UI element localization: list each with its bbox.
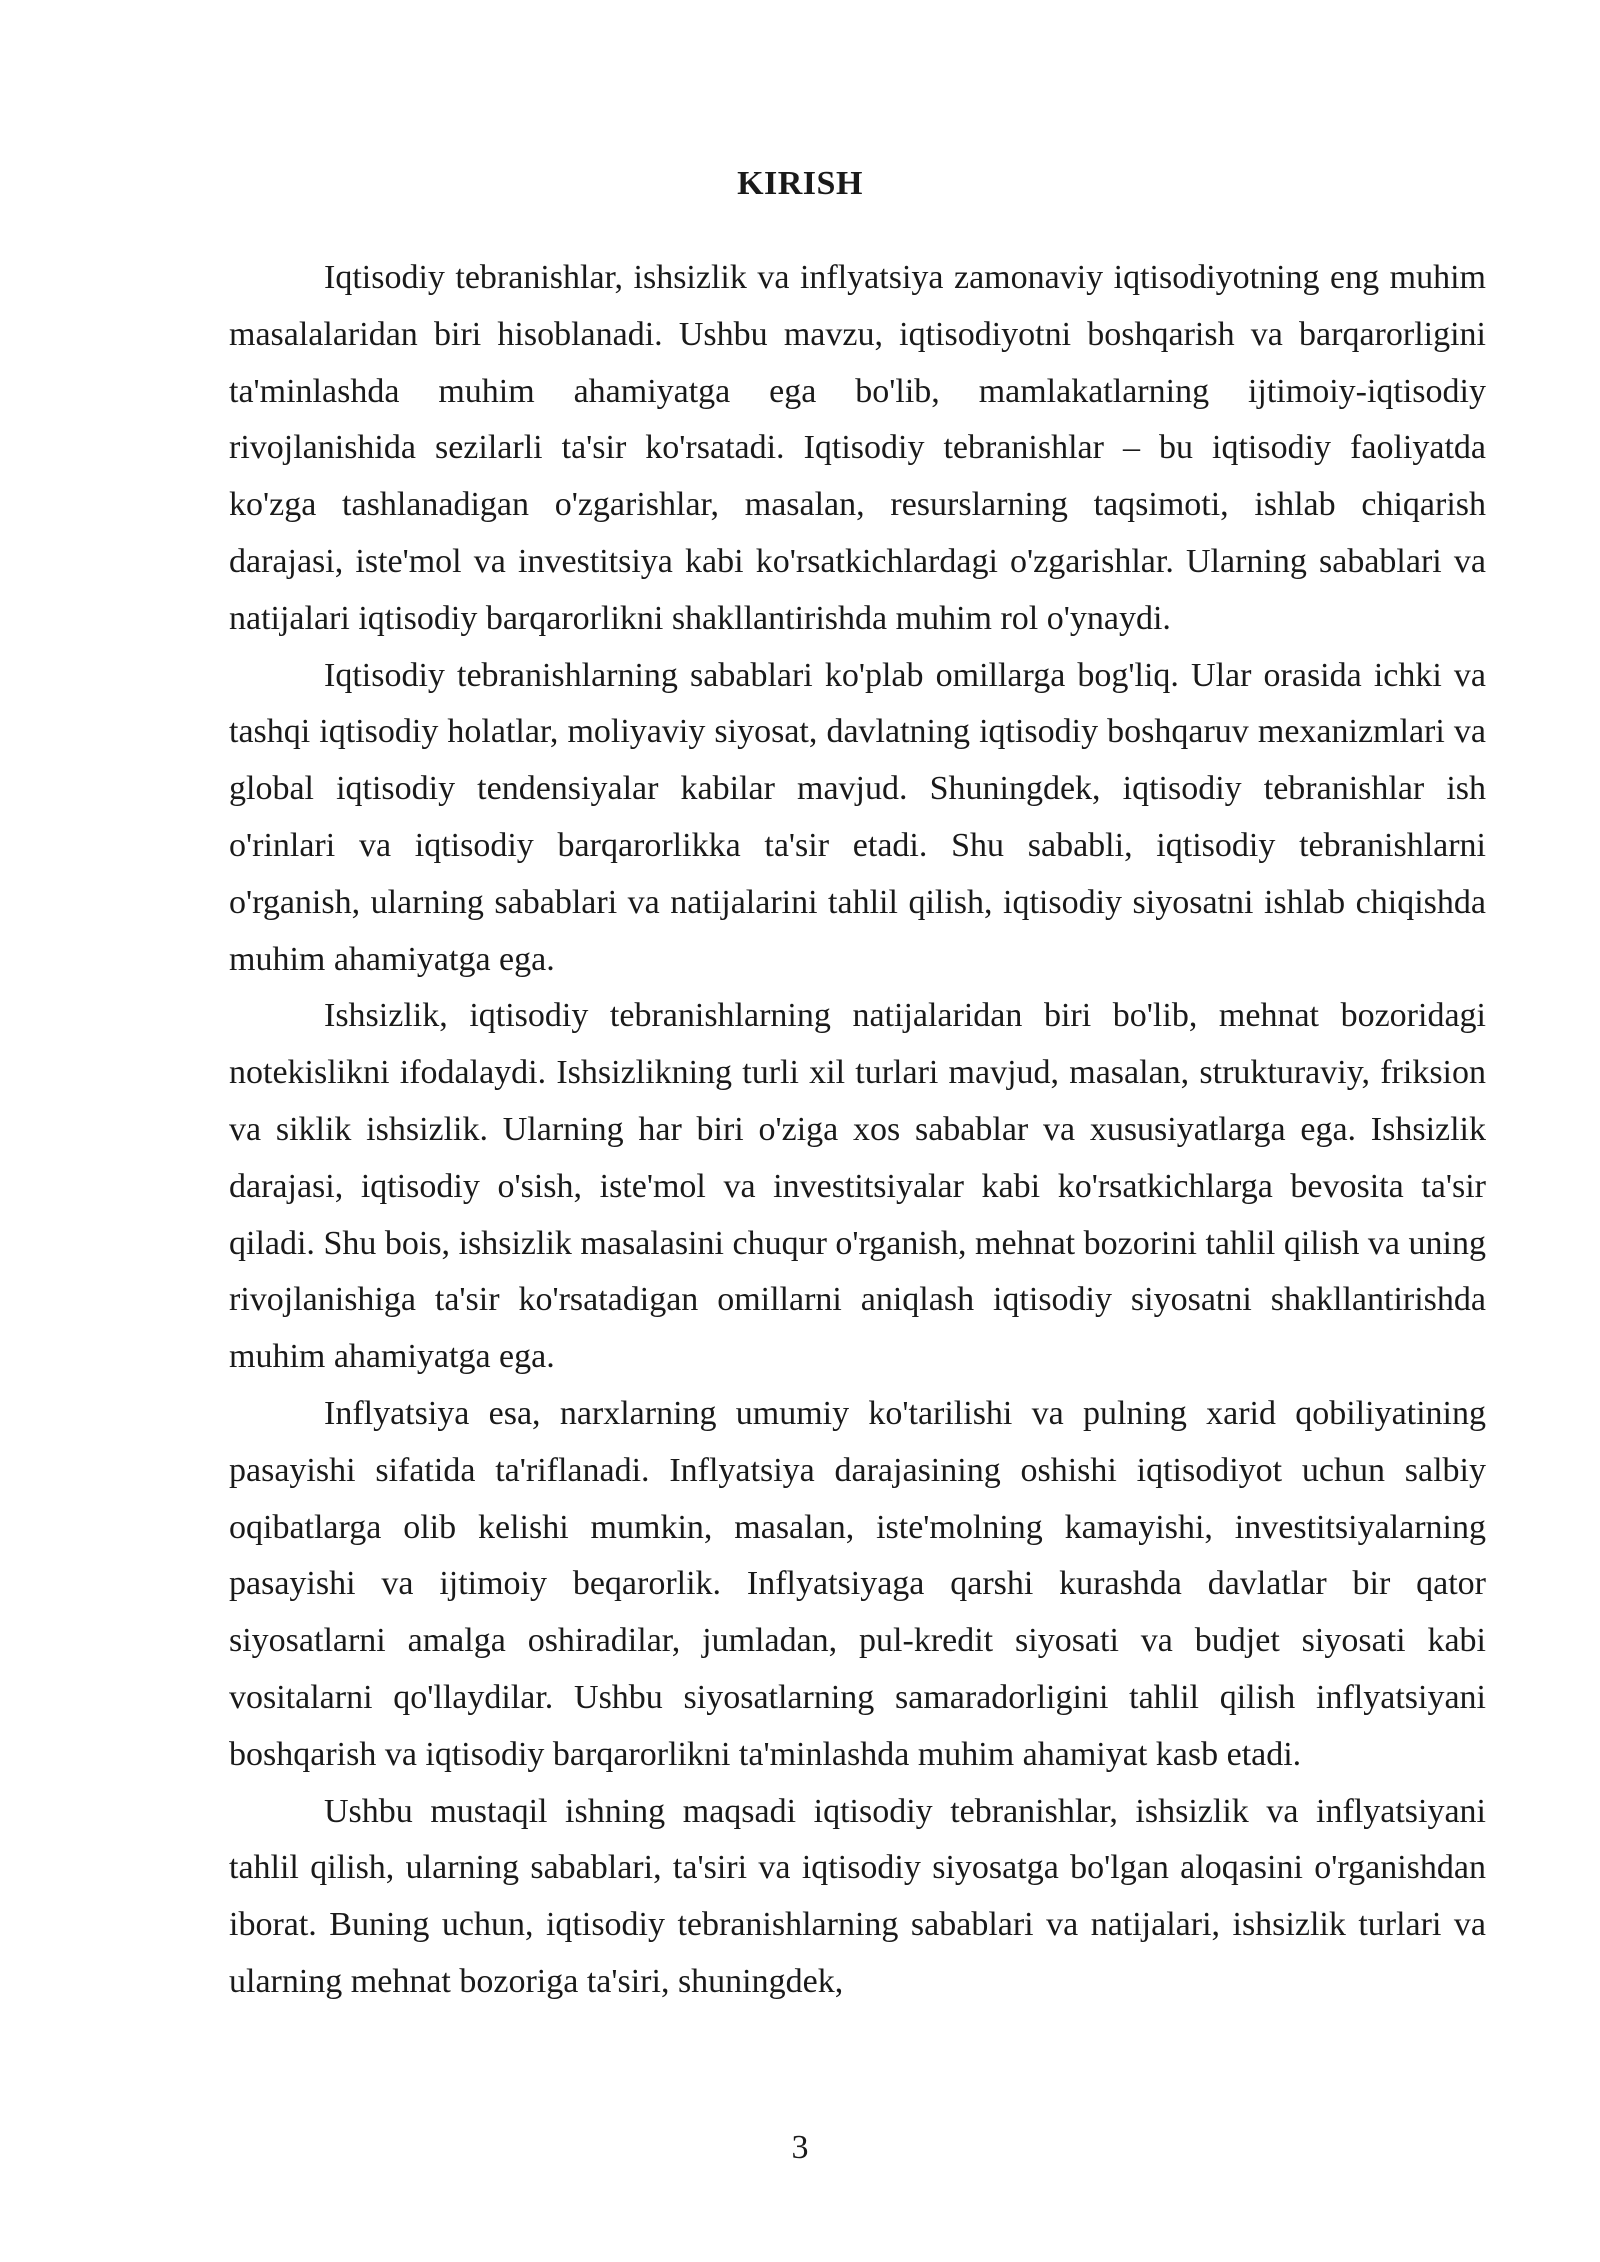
paragraph-5: Ushbu mustaqil ishning maqsadi iqtisodiy tebranishlar, ishsizlik va inflyatsiyani tahlil qilish, ularning sabablari, ta'siri va iqtisodiy siyosatga bo'lgan aloqasini o'rganishdan iborat. Buning uchun, iqtisodiy tebranishlarning sabablari va natijalari, ishsizlik turlari va ularning mehnat bozoriga ta'siri, shuningdek, [229, 1792, 1486, 2000]
paragraph-1: Iqtisodiy tebranishlar, ishsizlik va inflyatsiya zamonaviy iqtisodiyotning eng muhim masalalaridan biri hisoblanadi. Ushbu mavzu, iqtisodiyotni boshqarish va barqarorligini ta'minlashda muhim ahamiyatga ega bo'lib, mamlakatlarning ijtimoiy-iqtisodiy rivojlanishida sezilarli ta'sir ko'rsatadi. Iqtisodiy tebranishlar – bu iqtisodiy faoliyatda ko'zga tashlanadigan o'zgarishlar, masalan, resurslarning taqsimoti, ishlab chiqarish darajasi, iste'mol va investitsiya kabi ko'rsatkichlardagi o'zgarishlar. Ularning sabablari va natijalari iqtisodiy barqarorlikni shakllantirishda muhim rol o'ynaydi. [229, 259, 1486, 637]
page-title: KIRISH [737, 165, 863, 202]
paragraph-2: Iqtisodiy tebranishlarning sabablari ko'plab omillarga bog'liq. Ular orasida ichki va tashqi iqtisodiy holatlar, moliyaviy siyosat, davlatning iqtisodiy boshqaruv mexanizmlari va global iqtisodiy tendensiyalar kabilar mavjud. Shuningdek, iqtisodiy tebranishlar ish o'rinlari va iqtisodiy barqarorlikka ta'sir etadi. Shu sababli, iqtisodiy tebranishlarni o'rganish, ularning sabablari va natijalarini tahlil qilish, iqtisodiy siyosatni ishlab chiqishda muhim ahamiyatga ega. [229, 656, 1486, 978]
paragraph-3: Ishsizlik, iqtisodiy tebranishlarning natijalaridan biri bo'lib, mehnat bozoridagi notekislikni ifodalaydi. Ishsizlikning turli xil turlari mavjud, masalan, strukturaviy, friksion va siklik ishsizlik. Ularning har biri o'ziga xos sabablar va xususiyatlarga ega. Ishsizlik darajasi, iqtisodiy o'sish, iste'mol va investitsiyalar kabi ko'rsatkichlarga bevosita ta'sir qiladi. Shu bois, ishsizlik masalasini chuqur o'rganish, mehnat bozorini tahlil qilish va uning rivojlanishiga ta'sir ko'rsatadigan omillarni aniqlash iqtisodiy siyosatni shakllantirishda muhim ahamiyatga ega. [229, 997, 1486, 1376]
paragraph-4: Inflyatsiya esa, narxlarning umumiy ko'tarilishi va pulning xarid qobiliyatining pasayishi sifatida ta'riflanadi. Inflyatsiya darajasining oshishi iqtisodiyot uchun salbiy oqibatlarga olib kelishi mumkin, masalan, iste'molning kamayishi, investitsiyalarning pasayishi va ijtimoiy beqarorlik. Inflyatsiyaga qarshi kurashda davlatlar bir qator siyosatlarni amalga oshiradilar, jumladan, pul-kredit siyosati va budjet siyosati kabi vositalarni qo'llaydilar. Ushbu siyosatlarning samaradorligini tahlil qilish inflyatsiyani boshqarish va iqtisodiy barqarorlikni ta'minlashda muhim ahamiyat kasb etadi. [229, 1394, 1486, 1773]
body-text [229, 250, 1486, 2011]
page-number: 3 [791, 2129, 809, 2166]
